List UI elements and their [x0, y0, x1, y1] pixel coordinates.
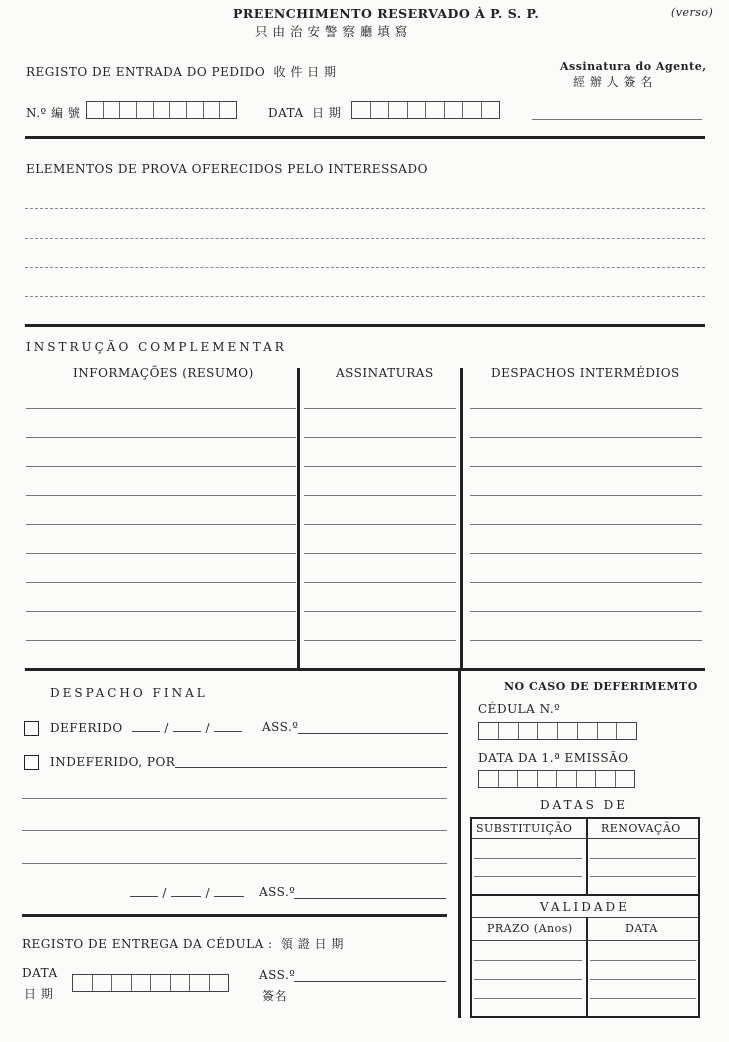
indeferido-reason-line[interactable]: [175, 767, 447, 768]
col-despachos-header: DESPACHOS INTERMÉDIOS: [491, 366, 680, 380]
validade-column-divider: [586, 917, 588, 1017]
instrucao-ruled-line[interactable]: [26, 640, 296, 641]
instrucao-ruled-line[interactable]: [26, 408, 296, 409]
validade-header-line: [472, 917, 698, 918]
data-validade-row[interactable]: [590, 998, 696, 999]
col-assinaturas-header: ASSINATURAS: [336, 366, 434, 380]
instrucao-ruled-line[interactable]: [304, 640, 456, 641]
instrucao-ruled-line[interactable]: [26, 611, 296, 612]
datas-header-line: [472, 838, 698, 839]
prazo-row[interactable]: [474, 979, 582, 980]
instrucao-ruled-line[interactable]: [470, 640, 702, 641]
instrucao-ruled-line[interactable]: [304, 553, 456, 554]
section-divider: [25, 668, 705, 671]
column-divider: [460, 368, 463, 668]
instrucao-ruled-line[interactable]: [470, 611, 702, 612]
data-emissao-label: DATA DA 1.ª EMISSÃO: [478, 751, 629, 765]
instrucao-ruled-line[interactable]: [26, 437, 296, 438]
substituicao-header: SUBSTITUIÇÃO: [476, 822, 573, 835]
data-entrada-label: DATA 日 期: [268, 106, 342, 120]
instrucao-ruled-line[interactable]: [470, 466, 702, 467]
entrega-ass-label: ASS.º: [259, 968, 296, 982]
instrucao-ruled-line[interactable]: [304, 495, 456, 496]
agente-signature-label-chinese: 經 辦 人 簽 名: [573, 75, 653, 89]
instrucao-label: INSTRUÇÃO COMPLEMENTAR: [26, 340, 287, 354]
indeferido-date-fields[interactable]: / /: [130, 886, 244, 900]
instrucao-ruled-line[interactable]: [470, 495, 702, 496]
entrega-signature-line[interactable]: [294, 981, 446, 982]
agente-signature-line[interactable]: [532, 119, 702, 120]
verso-label: (verso): [671, 6, 714, 19]
datas-column-divider: [586, 818, 588, 894]
instrucao-ruled-line[interactable]: [26, 524, 296, 525]
cedula-boxes[interactable]: [478, 722, 637, 740]
numero-label: N.º 編 號: [26, 106, 81, 120]
instrucao-ruled-line[interactable]: [26, 495, 296, 496]
validade-label: VALIDADE: [540, 900, 630, 914]
renovacao-row[interactable]: [590, 858, 696, 859]
datas-de-label: DATAS DE: [540, 798, 629, 812]
entrega-data-label-chinese: 日 期: [24, 987, 54, 1001]
agente-signature-label: Assinatura do Agente,: [560, 60, 707, 73]
elementos-prova-label: ELEMENTOS DE PROVA OFERECIDOS PELO INTERESSADO: [26, 162, 428, 176]
data-validade-row[interactable]: [590, 960, 696, 961]
validade-subheader-line: [472, 940, 698, 941]
despacho-final-label: DESPACHO FINAL: [50, 686, 208, 700]
instrucao-ruled-line[interactable]: [304, 408, 456, 409]
numero-entrada-boxes[interactable]: [86, 101, 237, 119]
prazo-header: PRAZO (Anos): [487, 922, 573, 935]
elementos-line[interactable]: [25, 296, 705, 297]
instrucao-ruled-line[interactable]: [470, 408, 702, 409]
indeferido-reason-line[interactable]: [22, 863, 447, 864]
instrucao-ruled-line[interactable]: [470, 437, 702, 438]
entrega-data-boxes[interactable]: [72, 974, 229, 992]
indeferido-signature-line[interactable]: [294, 898, 446, 899]
form-title: PREENCHIMENTO RESERVADO À P. S. P.: [233, 6, 540, 21]
indeferido-checkbox[interactable]: [24, 755, 39, 770]
elementos-line[interactable]: [25, 267, 705, 268]
instrucao-ruled-line[interactable]: [470, 553, 702, 554]
data-validade-header: DATA: [625, 922, 658, 935]
elementos-line[interactable]: [25, 238, 705, 239]
data-emissao-boxes[interactable]: [478, 770, 635, 788]
section-divider: [25, 324, 705, 327]
registo-entrada-label: REGISTO DE ENTRADA DO PEDIDO 收 件 日 期: [26, 65, 337, 79]
instrucao-ruled-line[interactable]: [26, 553, 296, 554]
section-divider: [25, 136, 705, 139]
instrucao-ruled-line[interactable]: [304, 437, 456, 438]
instrucao-ruled-line[interactable]: [304, 582, 456, 583]
substituicao-row[interactable]: [474, 858, 582, 859]
prazo-row[interactable]: [474, 998, 582, 999]
instrucao-ruled-line[interactable]: [26, 466, 296, 467]
renovacao-header: RENOVAÇÃO: [601, 822, 681, 835]
indeferido-reason-line[interactable]: [22, 798, 447, 799]
data-entrada-boxes[interactable]: [351, 101, 500, 119]
instrucao-ruled-line[interactable]: [304, 466, 456, 467]
instrucao-ruled-line[interactable]: [26, 582, 296, 583]
instrucao-ruled-line[interactable]: [304, 524, 456, 525]
indeferido-ass-label: ASS.º: [259, 885, 296, 899]
data-validade-row[interactable]: [590, 979, 696, 980]
substituicao-row[interactable]: [474, 876, 582, 877]
deferimento-label: NO CASO DE DEFERIMEMTO: [504, 680, 698, 693]
column-divider: [458, 668, 461, 1018]
deferido-checkbox[interactable]: [24, 721, 39, 736]
instrucao-ruled-line[interactable]: [470, 582, 702, 583]
instrucao-ruled-line[interactable]: [470, 524, 702, 525]
entrega-data-label: DATA: [22, 966, 58, 980]
cedula-label: CÉDULA N.º: [478, 702, 561, 716]
deferido-label: DEFERIDO: [50, 721, 123, 735]
entrega-label: REGISTO DE ENTREGA DA CÉDULA : 領 證 日 期: [22, 937, 344, 951]
col-informacoes-header: INFORMAÇÕES (RESUMO): [73, 366, 254, 380]
entrega-ass-label-chinese: 簽名: [262, 989, 288, 1003]
deferido-signature-line[interactable]: [298, 733, 448, 734]
instrucao-ruled-line[interactable]: [304, 611, 456, 612]
column-divider: [297, 368, 300, 668]
form-title-chinese: 只 由 治 安 警 察 廳 填 寫: [255, 24, 408, 39]
section-divider: [22, 914, 447, 917]
indeferido-label: INDEFERIDO, POR: [50, 755, 176, 769]
deferido-ass-label: ASS.º: [262, 720, 299, 734]
indeferido-reason-line[interactable]: [22, 830, 447, 831]
deferido-date-fields[interactable]: / /: [132, 721, 242, 735]
validade-divider: [472, 894, 698, 896]
prazo-row[interactable]: [474, 960, 582, 961]
elementos-line[interactable]: [25, 208, 705, 209]
renovacao-row[interactable]: [590, 876, 696, 877]
